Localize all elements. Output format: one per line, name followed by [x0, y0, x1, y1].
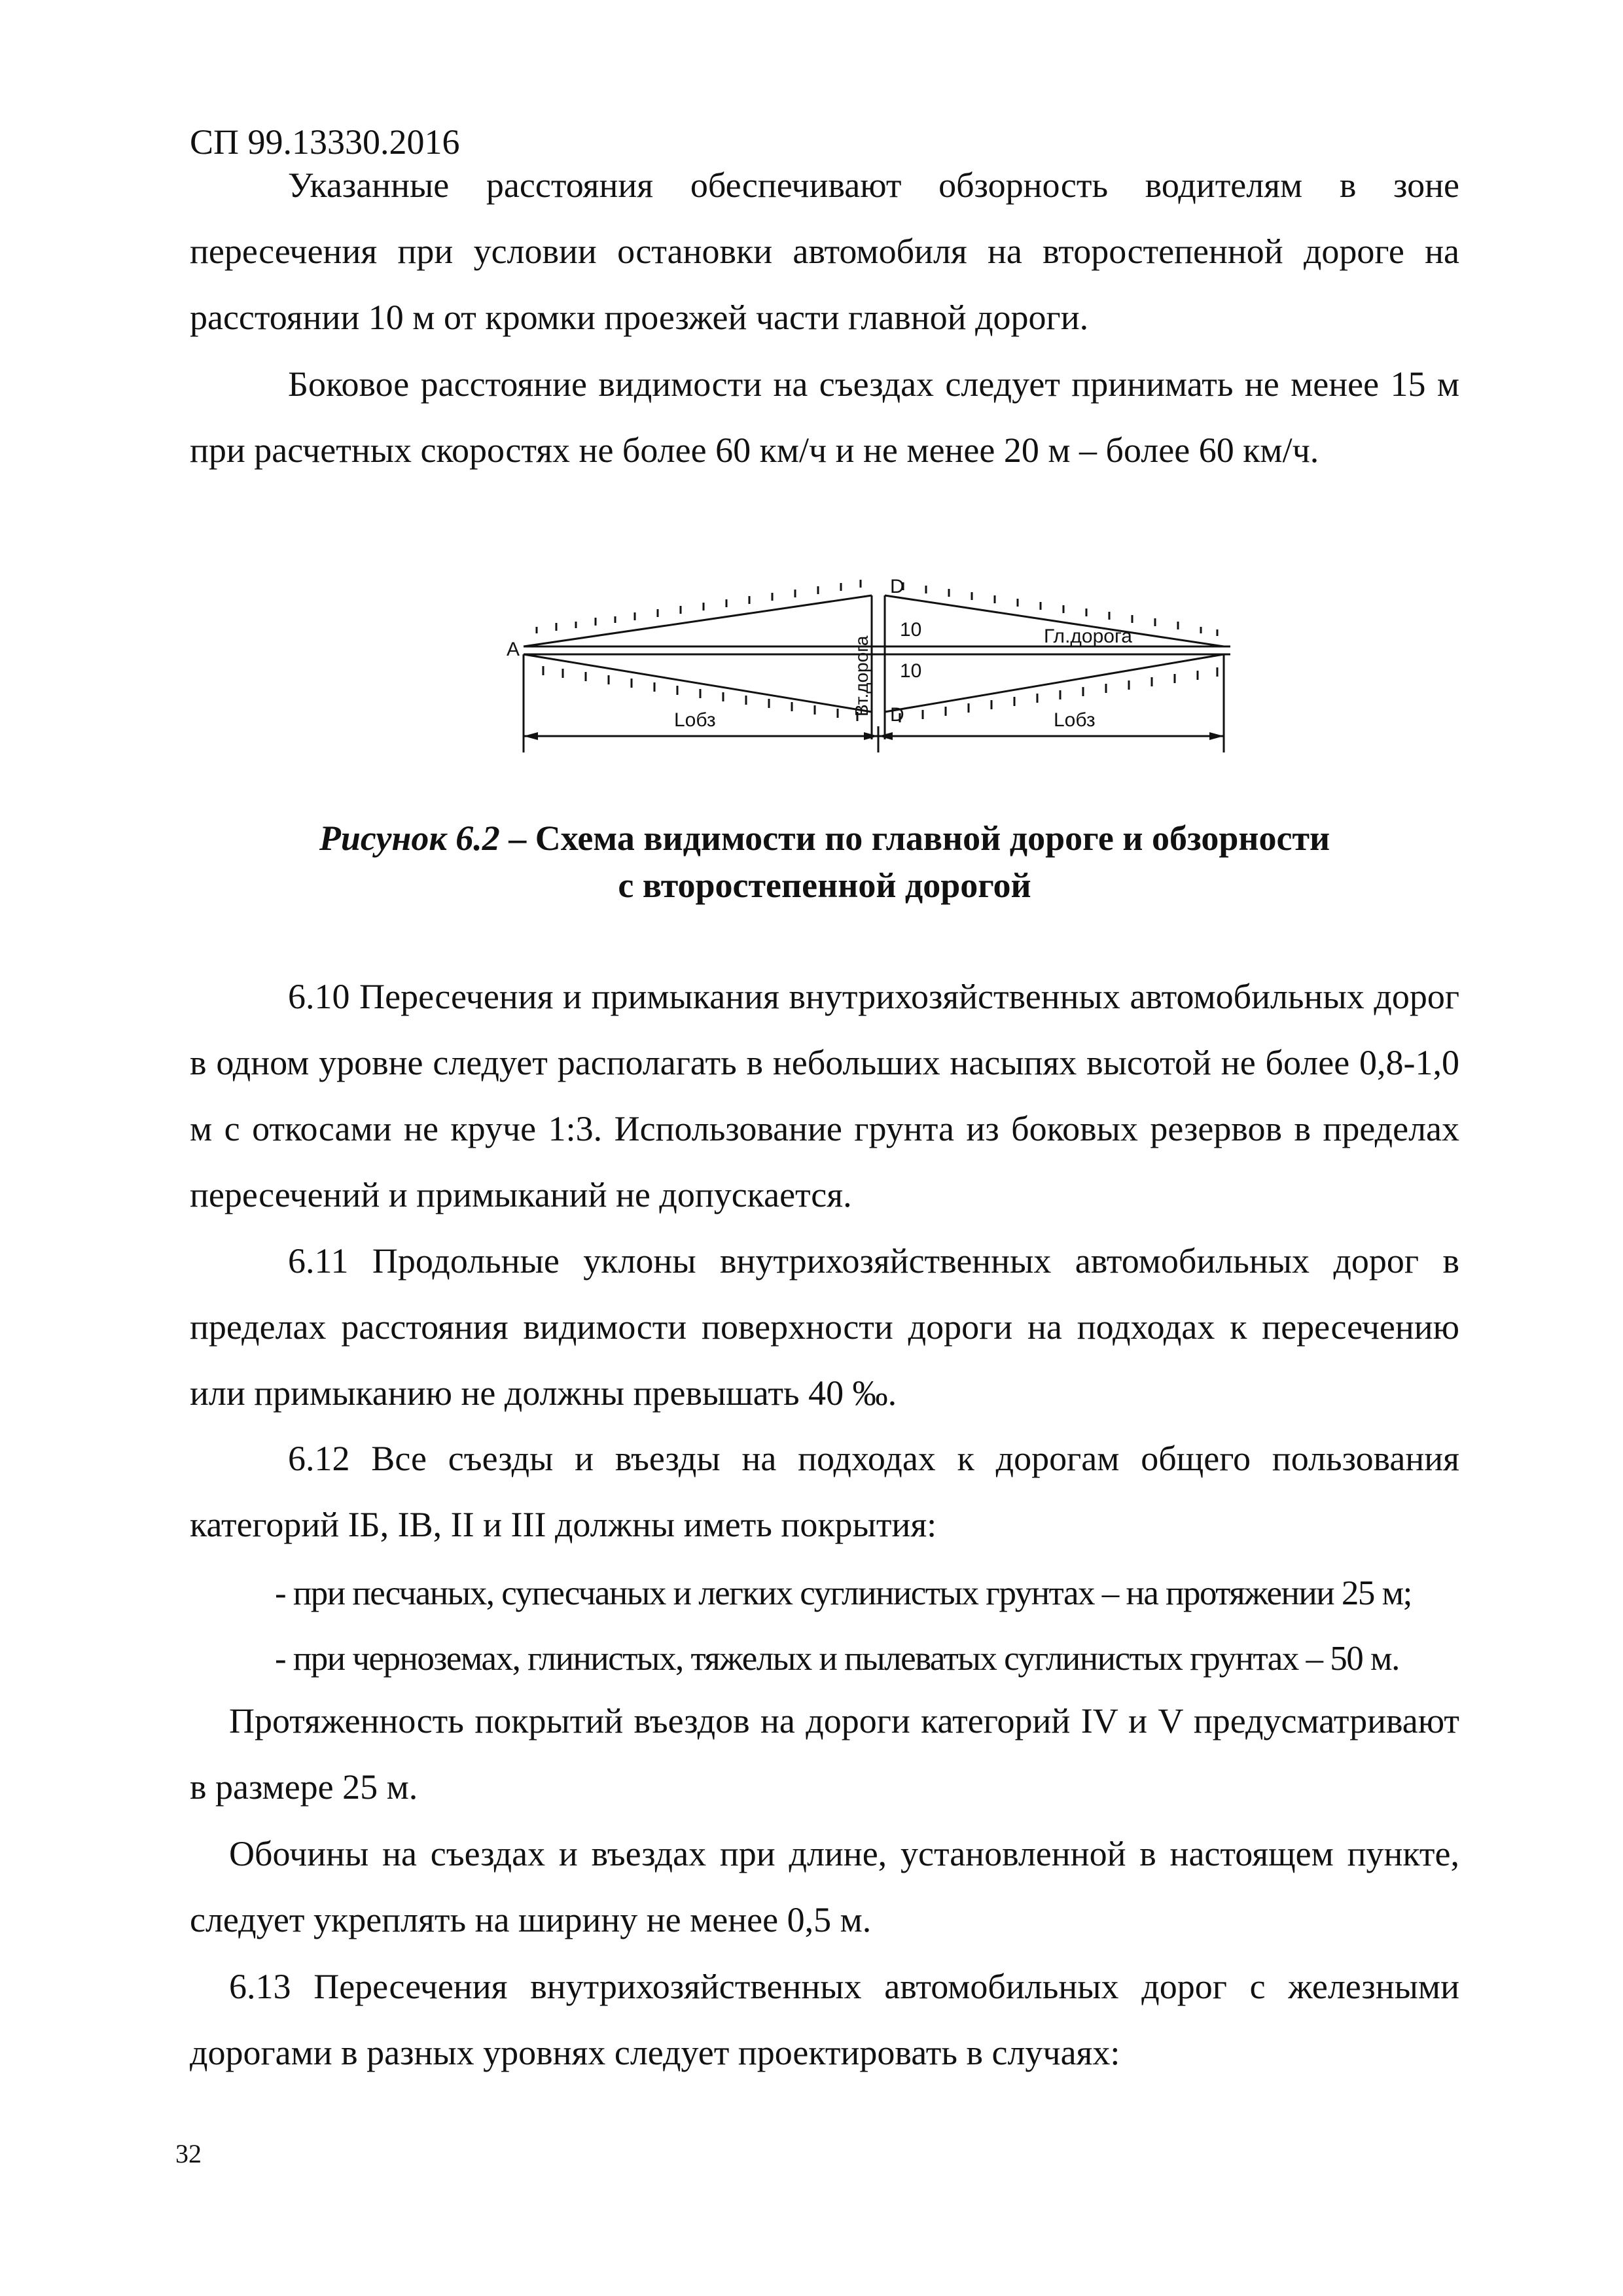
figure-caption-line1: [190, 815, 1459, 862]
paragraph-side-visibility: Боковое расстояние видимости на съездах следует принимать не менее 15 м при расчетных скоростях не более 60 км/ч и не менее 20 м – более 60 км/ч.: [190, 364, 1459, 470]
distance-top-label: 10: [900, 619, 922, 641]
paragraph-6-12: 6.12 Все съезды и въезды на подходах к дорогам общего пользования категорий IБ, IВ, II и III должны иметь покрытия:: [190, 1439, 1459, 1544]
distance-bottom-label: 10: [900, 660, 922, 682]
bullet-chernozem-soils: - при черноземах, глинистых, тяжелых и пылеватых суглинистых грунтах – 50 м.: [275, 1640, 1399, 1678]
paragraph-6-13: 6.13 Пересечения внутрихозяйственных автомобильных дорог с железными дорогами в разных уровнях следует проектировать в случаях:: [190, 1967, 1459, 2072]
paragraph-coverage-length: Протяженность покрытий въездов на дороги категорий IV и V предусматривают в размере 25 м.: [190, 1701, 1459, 1807]
l-obz-left-label: Lобз: [674, 709, 716, 731]
page-number: 32: [175, 2139, 202, 2168]
point-d-bottom-label: D: [890, 704, 904, 726]
main-road-label: Гл.дорога: [1044, 626, 1132, 647]
paragraph-visibility-distances: Указанные расстояния обеспечивают обзорность водителям в зоне пересечения при условии остановки автомобиля на второстепенной дороге на расстоянии 10 м от кромки проезжей части главной дороги.: [190, 166, 1459, 337]
sight-line-top-left: [524, 595, 872, 646]
document-code: СП 99.13330.2016: [190, 122, 460, 162]
figure-caption-dash: –: [499, 819, 535, 858]
paragraph-6-10: 6.10 Пересечения и примыкания внутрихозяйственных автомобильных дорог в одном уровне следует располагать в небольших насыпях высотой не более 0,8-1,0 м с откосами не круче 1:3. Использование грунта из боковых резервов в пределах пересечений и примыканий не допускается.: [190, 977, 1459, 1214]
arrow-right-icon: [1209, 732, 1224, 740]
bullet-sandy-soils: - при песчаных, супесчаных и легких суглинистых грунтах – на протяжении 25 м;: [275, 1574, 1412, 1612]
figure-caption-line2: с второстепенной дорогой: [618, 866, 1031, 905]
vegetation-hatching: [537, 580, 1217, 722]
l-obz-right-label: Lобз: [1054, 709, 1096, 731]
visibility-scheme-figure: [497, 550, 1250, 766]
secondary-road-label: Вт.дорога: [851, 635, 872, 716]
figure-caption-label: Рисунок 6.2: [319, 819, 500, 858]
sight-line-bottom-left: [524, 654, 872, 712]
figure-caption: [190, 815, 1459, 909]
point-a-label: А: [507, 639, 520, 660]
arrow-left-icon: [524, 732, 538, 740]
point-d-top-label: D: [890, 576, 904, 597]
paragraph-shoulders: Обочины на съездах и въездах при длине, установленной в настоящем пункте, следует укреплять на ширину не менее 0,5 м.: [190, 1834, 1459, 1939]
sight-line-bottom-right: [885, 654, 1224, 712]
paragraph-6-11: 6.11 Продольные уклоны внутрихозяйственных автомобильных дорог в пределах расстояния видимости поверхности дороги на подходах к пересечению или примыканию не должны превышать 40 ‰.: [190, 1241, 1459, 1413]
figure-caption-title: Схема видимости по главной дороге и обзорности: [535, 819, 1330, 858]
